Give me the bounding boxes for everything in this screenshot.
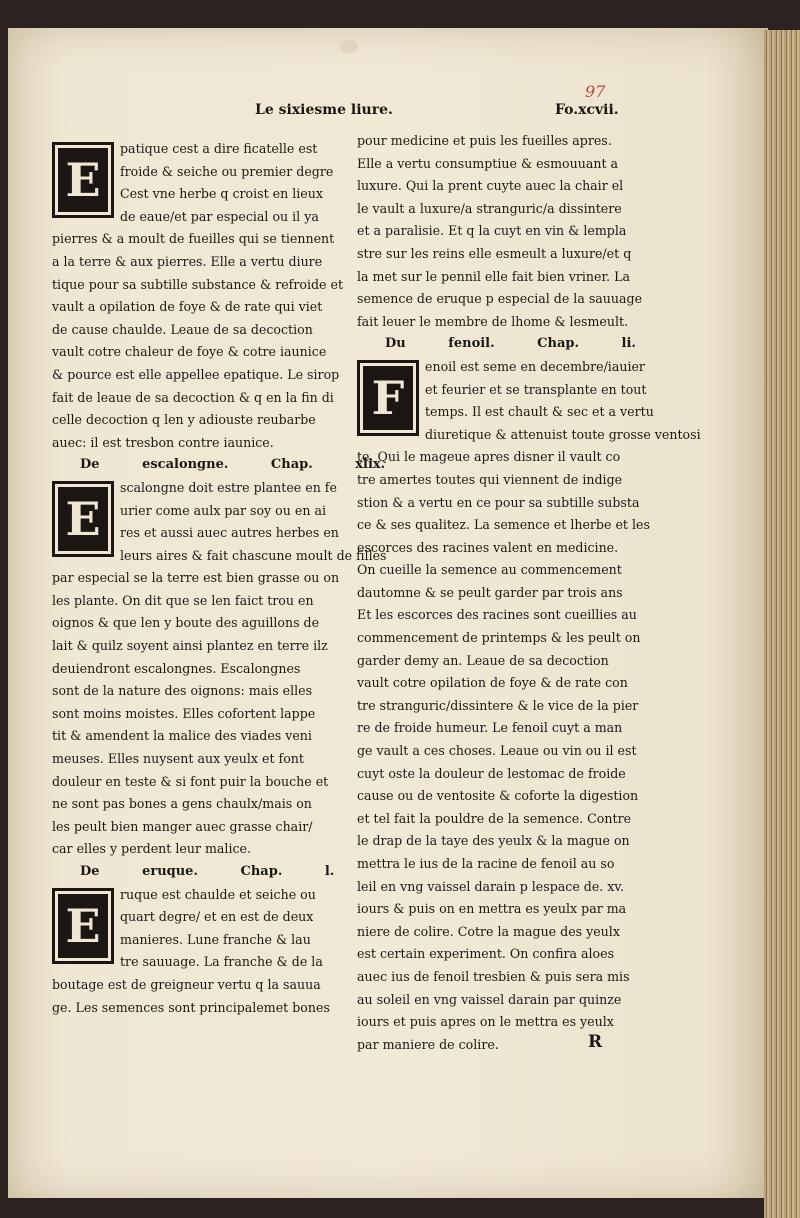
text-line: sont moins moistes. Elles cofortent lappe (52, 705, 316, 721)
text-line: tre stranguric/dissintere & le vice de la pier (357, 697, 639, 713)
text-line: temps. Il est chault & sec et a vertu (425, 404, 654, 420)
section-eruque (52, 884, 348, 1020)
text-line: les peult bien manger auec grasse chair/ (52, 818, 313, 834)
text-line: urier come aulx par soy ou en ai (120, 502, 326, 518)
text-line: le drap de la taye des yeulx & la mague on (357, 833, 630, 849)
text-line: patique cest a dire ficatelle est (120, 141, 318, 156)
paragraph-fenoil (357, 356, 701, 1056)
text-line: tique pour sa subtille substance & refroide et (52, 276, 344, 292)
text-line: enoil est seme en decembre/iauier (425, 358, 645, 374)
text-line: niere de colire. Cotre la mague des yeulx (357, 923, 620, 939)
right-column (357, 130, 701, 1056)
text-line: froide & seiche ou premier degre (120, 163, 334, 179)
decorated-initial: F (357, 360, 419, 436)
text-line: ce & ses qualitez. La semence et lherbe et les (357, 517, 650, 533)
text-line: re de froide humeur. Le fenoil cuyt a man (357, 720, 623, 736)
section-epatique (52, 138, 348, 454)
section-fenoil (357, 356, 701, 1056)
text-line: tre sauuage. La franche & de la (120, 954, 323, 970)
text-line: Et les escorces des racines sont cueillies au (357, 607, 637, 623)
text-line: quart degre/ et en est de deux (120, 909, 314, 925)
text-line: luxure. Qui la prent cuyte auec la chair el (357, 178, 624, 194)
decorated-initial: E (52, 888, 114, 964)
text-line: res et aussi auec autres herbes en (120, 525, 339, 541)
decorated-initial: E (52, 142, 114, 218)
text-line: a la terre & aux pierres. Elle a vertu diure (52, 253, 323, 269)
text-line: sont de la nature des oignons: mais elles (52, 683, 313, 699)
text-line: semence de eruque p especial de la sauuage (357, 291, 643, 307)
page-edges (764, 30, 800, 1218)
running-head-title: Le sixiesme liure. (255, 102, 393, 118)
section-escalongne (52, 477, 387, 861)
text-line: et tel fait la pouldre de la semence. Contre (357, 810, 632, 826)
text-line: par maniere de colire. (357, 1036, 499, 1052)
text-line: tit & amendent la malice des viades veni (52, 728, 312, 744)
chapter-heading-fenoil: Du fenoil. Chap. li. (385, 336, 636, 352)
text-line: cause ou de ventosite & coforte la digestion (357, 788, 639, 804)
text-line: et a paralisie. Et q la cuyt en vin & lempla (357, 223, 627, 239)
signature-mark: R (588, 1032, 603, 1052)
chapter-heading-eruque: De eruque. Chap. l. (80, 864, 335, 879)
text-line: escorces des racines valent en medicine. (357, 539, 619, 555)
text-line: leil en vng vaissel darain p lespace de. xv. (357, 878, 625, 894)
text-line: pierres & a moult de fueilles qui se tiennent (52, 231, 335, 247)
text-line: boutage est de greigneur vertu q la sauua (52, 976, 321, 992)
text-line: de cause chaulde. Leaue de sa decoction (52, 321, 313, 337)
text-line: leurs aires & fait chascune moult de filles (120, 547, 387, 563)
text-line: iours & puis on en mettra es yeulx par ma (357, 901, 627, 917)
text-line: tre amertes toutes qui viennent de indige (357, 471, 623, 487)
text-line: et feurier et se transplante en tout (425, 381, 647, 397)
text-line: au soleil en vng vaissel darain par quinze (357, 991, 622, 1007)
paragraph-eruque-continued (357, 130, 657, 333)
text-line: garder demy an. Leaue de sa decoction (357, 652, 609, 668)
text-line: ne sont pas bones a gens chaulx/mais on (52, 796, 312, 812)
text-line: douleur en teste & si font puir la bouche et (52, 773, 329, 789)
ink-spot (340, 40, 358, 54)
text-line: celle decoction q len y adiouste reubarbe (52, 412, 316, 428)
text-line: lait & quilz soyent ainsi plantez en terre ilz (52, 638, 328, 654)
text-line: cuyt oste la douleur de lestomac de froide (357, 765, 626, 781)
text-line: manieres. Lune franche & lau (120, 931, 311, 947)
text-line: vault cotre chaleur de foye & cotre iaunice (52, 344, 327, 360)
left-column (52, 138, 387, 1019)
text-line: te. Qui le mageue apres disner il vault co (357, 449, 621, 465)
text-line: auec: il est tresbon contre iaunice. (52, 434, 274, 450)
decorated-initial: E (52, 481, 114, 557)
text-line: pour medicine et puis les fueilles apres. (357, 133, 612, 148)
text-line: Elle a vertu consumptiue & esmouuant a (357, 155, 619, 171)
text-line: fait de leaue de sa decoction & q en la fin di (52, 389, 334, 405)
text-line: oignos & que len y boute des aguillons de (52, 615, 320, 631)
text-line: de eaue/et par especial ou il ya (120, 208, 319, 224)
text-line: par especial se la terre est bien grasse ou on (52, 570, 340, 586)
text-line: stre sur les reins elle esmeult a luxure/et q (357, 245, 632, 261)
text-line: vault cotre opilation de foye & de rate con (357, 675, 628, 691)
text-line: Cest vne herbe q croist en lieux (120, 186, 323, 202)
text-line: les plante. On dit que se len faict trou en (52, 592, 314, 608)
running-header (255, 102, 675, 126)
text-line: mettra le ius de la racine de fenoil au so (357, 856, 615, 871)
text-line: iours et puis apres on le mettra es yeulx (357, 1014, 614, 1030)
text-line: scalongne doit estre plantee en fe (120, 479, 337, 495)
text-line: On cueille la semence au commencement (357, 562, 622, 578)
text-line: auec ius de fenoil tresbien & puis sera mis (357, 968, 630, 984)
text-line: fait leuer le membre de lhome & lesmeult. (357, 313, 629, 329)
text-line: commencement de printemps & les peult on (357, 630, 641, 646)
text-line: la met sur le pennil elle fait bien vriner. La (357, 268, 630, 284)
text-line: vault a opilation de foye & de rate qui viet (52, 299, 323, 315)
text-line: diuretique & attenuist toute grosse ventosi (425, 426, 701, 442)
text-line: le vault a luxure/a stranguric/a dissintere (357, 200, 622, 216)
text-line: & pource est elle appellee epatique. Le sirop (52, 366, 340, 382)
handwritten-folio-number: 97 (585, 82, 606, 101)
text-line: ruque est chaulde et seiche ou (120, 886, 316, 902)
text-line: ge vault a ces choses. Leaue ou vin ou il est (357, 743, 637, 759)
text-line: meuses. Elles nuysent aux yeulx et font (52, 751, 304, 767)
printed-folio-number: Fo.xcvii. (555, 102, 619, 118)
text-line: deuiendront escalongnes. Escalongnes (52, 660, 301, 676)
text-line: dautomne & se peult garder par trois ans (357, 584, 623, 600)
text-line: stion & a vertu en ce pour sa subtille substa (357, 494, 640, 510)
chapter-heading-escalongne: De escalongne. Chap. xlix. (80, 457, 386, 473)
text-line: ge. Les semences sont principalemet bones (52, 999, 330, 1015)
text-line: est certain experiment. On confira aloes (357, 946, 615, 962)
text-line: car elles y perdent leur malice. (52, 841, 251, 857)
